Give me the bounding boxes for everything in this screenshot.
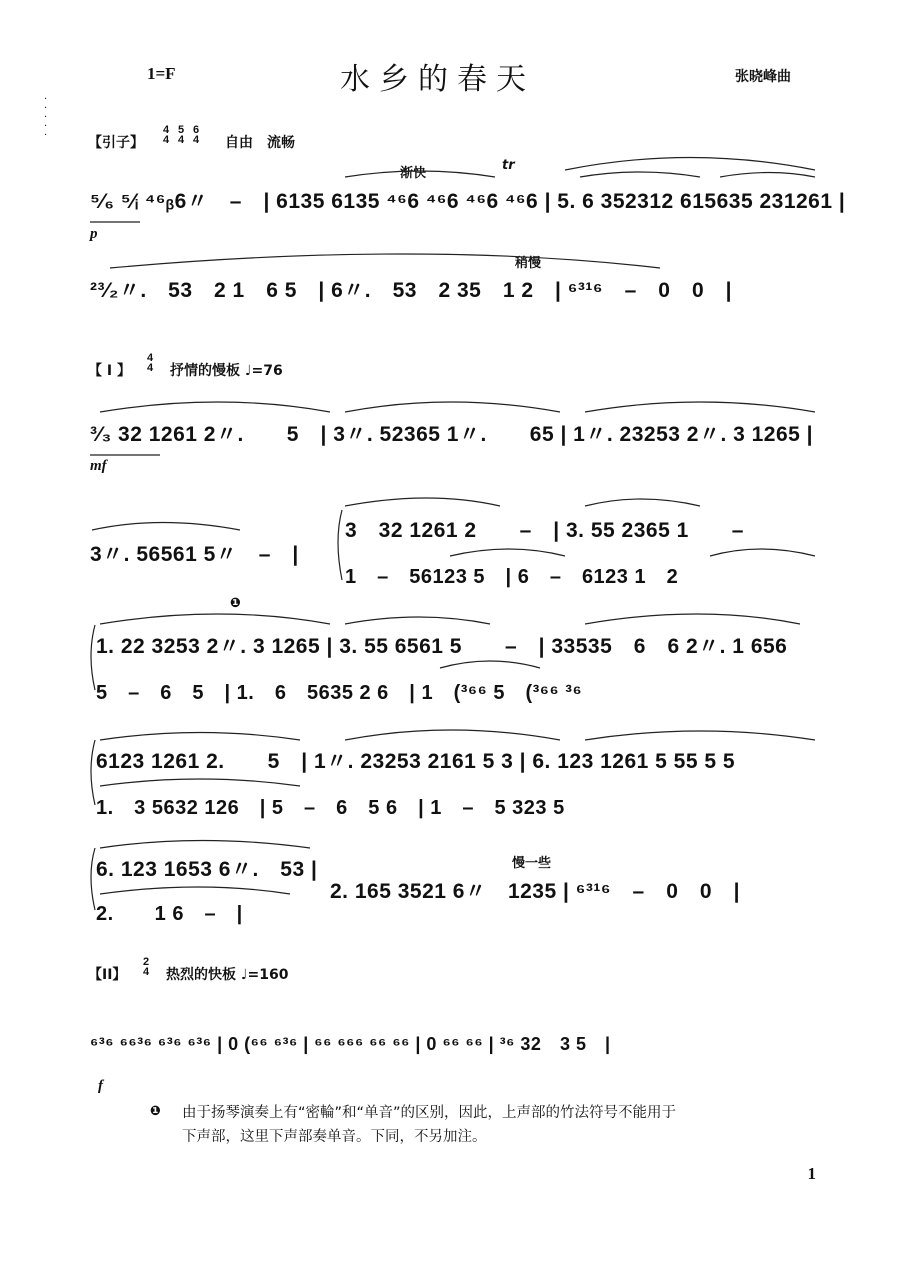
tempo-one: 抒情的慢板 ♩=76 (170, 363, 283, 379)
margin-dots: · · · · · (44, 94, 48, 141)
composer-credit: 张晓峰曲 (735, 69, 791, 85)
dynamic-f: f (98, 1078, 103, 1094)
music-row-4b-lower: 1 – 56123 5 | 6 – 6123 1 2 (345, 566, 679, 588)
music-row-6-lower: 1. 3 5632 126 | 5 – 6 5 6 | 1 – 5 323 5 (96, 797, 565, 819)
music-row-4a: 3〃. 56561 5〃 – | (90, 543, 299, 566)
footnote-marker-score: ❶ (230, 596, 242, 611)
tempo-intro: 自由 流畅 (225, 135, 295, 151)
page-number: 1 (807, 1164, 816, 1183)
music-row-4b-upper: 3 32 1261 2 – | 3. 55 2365 1 – (345, 519, 744, 542)
meter-one: 4 4 (147, 352, 154, 374)
footnote-line-1: 由于扬琴演奏上有“密輪”和“单音”的区别，因此，上声部的竹法符号不能用于 (182, 1105, 677, 1121)
key-signature: 1=F (147, 64, 176, 83)
dynamic-p: p (90, 226, 98, 242)
music-row-1: ⁵⁄₆ ⁵⁄ᵢ ⁴⁶ᵦ6〃 – | 6135 6135 ⁴⁶6 ⁴⁶6 ⁴⁶6 ⁴⁶6 | 5. 6 352312 615635 231261 | (90, 190, 846, 213)
music-row-5-lower: 5 – 6 5 | 1. 6 5635 2 6 | 1 (³⁶⁶ 5 (³⁶⁶ ³⁶ (96, 682, 583, 704)
page-title: 水乡的春天 (340, 62, 535, 97)
marking-rit-2: 慢一些 (512, 856, 552, 871)
meter-two: 2 4 (143, 956, 150, 978)
marking-trill: tr (502, 158, 515, 173)
dynamic-mf: mf (90, 458, 107, 474)
meter-intro-3: 6 4 (193, 124, 200, 146)
music-row-7-lower: 2. 1 6 – | (96, 903, 243, 925)
music-row-5-upper: 1. 22 3253 2〃. 3 1265 | 3. 55 6561 5 – | 33535 6 6 2〃. 1 656 (96, 635, 788, 658)
tempo-two: 热烈的快板 ♩=160 (166, 967, 289, 983)
music-row-7-upper: 6. 123 1653 6〃. 53 | (96, 858, 318, 881)
music-row-7-right: 2. 165 3521 6〃 1235 | ⁶³¹⁶ – 0 0 | (330, 880, 740, 903)
footnote-line-2: 下声部，这里下声部奏单音。下同，不另加注。 (182, 1129, 487, 1145)
meter-intro-1: 4 4 (163, 124, 170, 146)
section-label-two: 【II】 (88, 967, 127, 983)
marking-rit-1: 稍慢 (515, 256, 542, 271)
meter-intro-2: 5 4 (178, 124, 185, 146)
marking-accel: 渐快 (400, 166, 427, 181)
music-row-8: ⁶³⁶ ⁶⁶³⁶ ⁶³⁶ ⁶³⁶ | 0 (⁶⁶ ⁶³⁶ | ⁶⁶ ⁶⁶⁶ ⁶⁶ ⁶⁶ | 0 ⁶⁶ ⁶⁶ | ³⁶ 32 3 5 | (90, 1034, 611, 1054)
music-row-6-upper: 6123 1261 2. 5 | 1〃. 23253 2161 5 3 | 6. 123 1261 5 55 5 5 (96, 750, 736, 773)
footnote-marker: ❶ (150, 1104, 162, 1119)
music-row-3: ³⁄₃ 32 1261 2〃. 5 | 3〃. 52365 1〃. 65 | 1〃. 23253 2〃. 3 1265 | (90, 423, 814, 446)
music-row-2: ²³⁄₂〃. 53 2 1 6 5 | 6〃. 53 2 35 1 2 | ⁶³¹⁶ – 0 0 | (90, 279, 732, 302)
section-label-intro: 【引子】 (88, 135, 144, 151)
section-label-one: 【 I 】 (88, 363, 131, 379)
